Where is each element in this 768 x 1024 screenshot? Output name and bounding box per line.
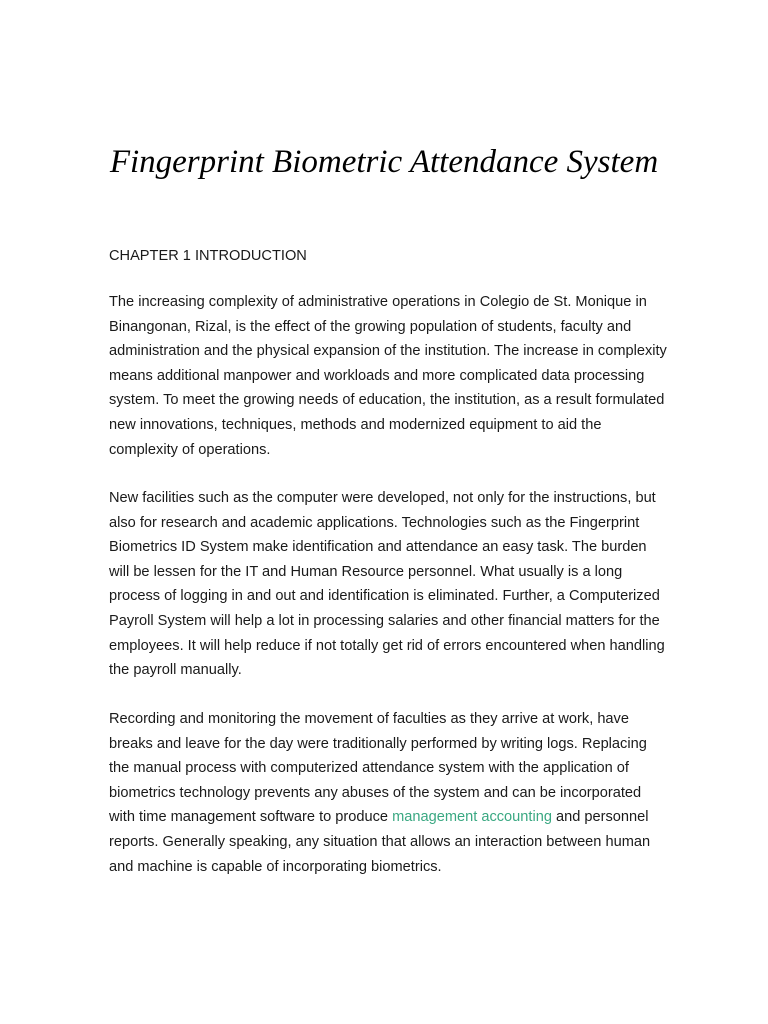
management-accounting-link[interactable]: management accounting [392,809,552,826]
document-title: Fingerprint Biometric Attendance System [109,144,659,180]
paragraph-3 [109,707,667,879]
paragraph-3-text-after-link: and personnel reports. Generally speaking, any situation that allows an interaction between human and machine is capable of incorporating biometrics. [109,809,651,875]
paragraph-2: New facilities such as the computer were developed, not only for the instructions, but also for research and academic applications. Technologies such as the Fingerprint Biometrics ID System make identification and attendance an easy task. The burden will be lessen for the IT and Human Resource personnel. What usually is a long process of logging in and out and identification is eliminated. Further, a Computerized Payroll System will help a lot in processing salaries and other financial matters for the employees. It will help reduce if not totally get rid of errors encountered when handling the payroll manually. [109,490,665,679]
paragraph-1: The increasing complexity of administrative operations in Colegio de St. Monique in Binangonan, Rizal, is the effect of the growing population of students, faculty and administration and the physical expansion of the institution. The increase in complexity means additional manpower and workloads and more complicated data processing system. To meet the growing needs of education, the institution, as a result formulated new innovations, techniques, methods and modernized equipment to aid the complexity of operations. [109,294,667,458]
chapter-heading: CHAPTER 1 INTRODUCTION [109,248,307,264]
paragraph-3-text-before-link: Recording and monitoring the movement of faculties as they arrive at work, have breaks and leave for the day were traditionally performed by writing logs. Replacing the manual process with computerized attendance system with the application of biometrics technology prevents any abuses of the system and can be incorporated with time management software to produce [109,711,647,826]
